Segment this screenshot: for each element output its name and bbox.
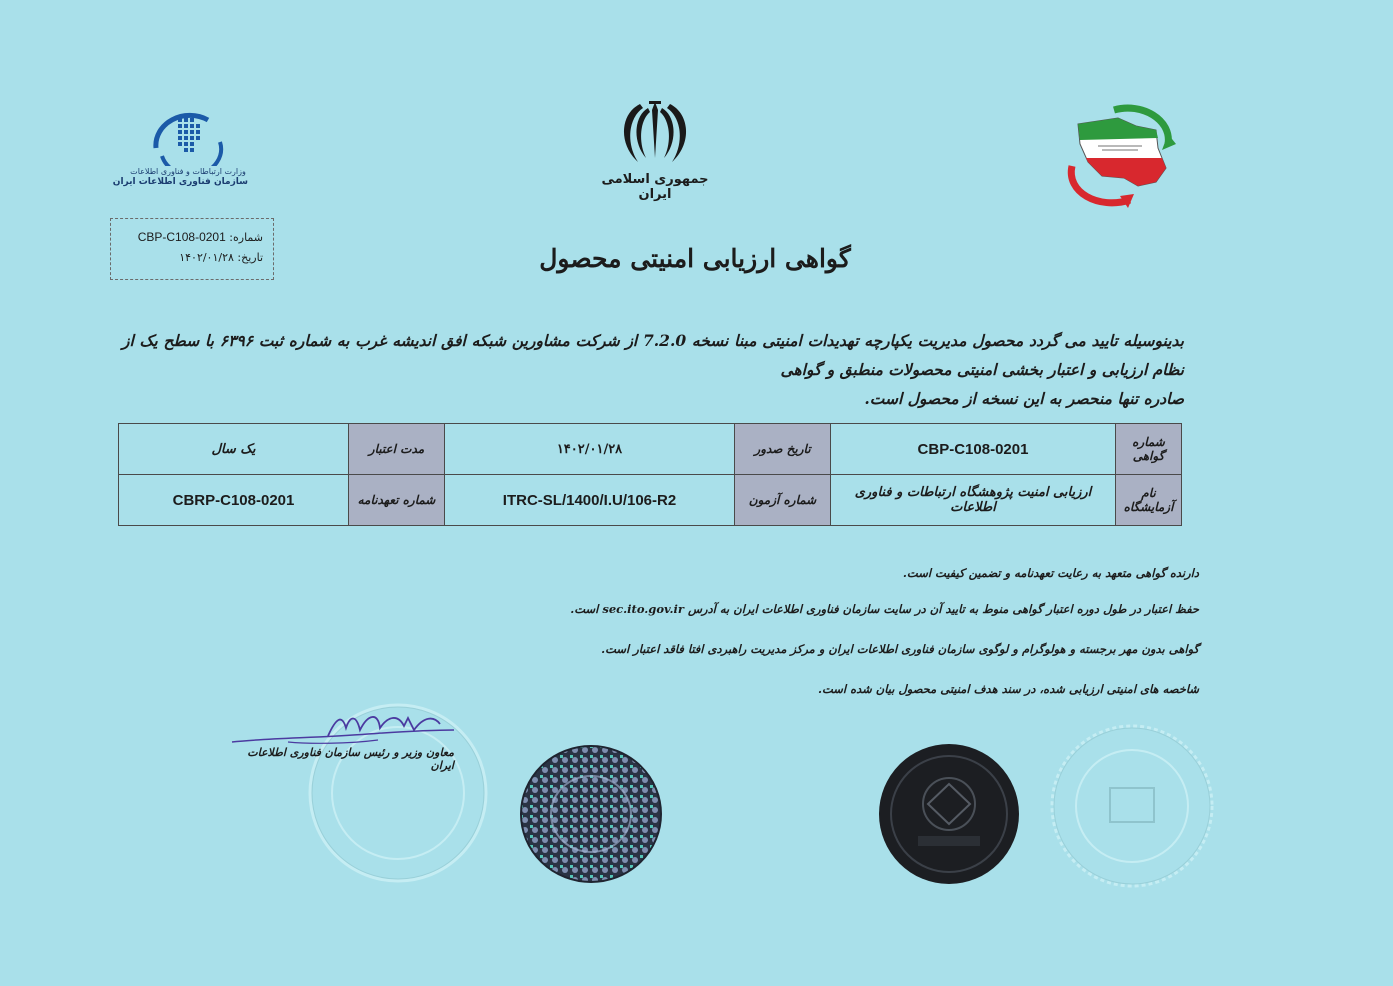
note-1: دارنده گواهی متعهد به رعایت تعهدنامه و تضمین کیفیت است. [902,566,1199,580]
date-row [119,248,263,268]
note-4: شاخصه های امنیتی ارزیابی شده، در سند هدف امنیتی محصول بیان شده است. [817,682,1199,696]
issue-date-label: تاریخ صدور [735,424,831,475]
certificate-number-box [110,218,274,280]
body-line-2: صادره تنها منحصر به این نسخه از محصول است. [864,389,1184,408]
note-2: حفظ اعتبار در طول دوره اعتبار گواهی منوط به تایید آن در سایت سازمان فناوری اطلاعات ایران به آدرس sec.ito.gov.ir است. [570,602,1199,616]
lab-value: ارزیابی امنیت پژوهشگاه ارتباطات و فناوری اطلاعات [831,475,1116,526]
ito-logo-line1: وزارت ارتباطات و فناوری اطلاعات [130,167,246,176]
date-value: ۱۴۰۲/۰۱/۲۸ [179,251,234,264]
table-row [119,424,1182,475]
commitment-value: CBRP-C108-0201 [119,475,349,526]
note-3: گواهی بدون مهر برجسته و هولوگرام و لوگوی سازمان فناوری اطلاعات ایران و مرکز مدیریت راهبردی افتا فاقد اعتبار است. [601,642,1199,656]
handwritten-signature [228,708,468,750]
lab-label: نام آزمایشگاه [1116,475,1182,526]
table-row [119,475,1182,526]
cert-number-value: CBP-C108-0201 [831,424,1116,475]
certificate-info-table [118,423,1182,526]
notes-list [399,566,1199,716]
hologram-sticker [520,745,662,883]
number-label: شماره: [229,231,263,244]
ito-logo [112,108,248,200]
iran-emblem [590,98,720,202]
afta-map-logo-icon [1058,100,1182,212]
certificate-title: گواهی ارزیابی امنیتی محصول [539,244,851,273]
country-name: جمهوری اسلامی ایران [601,172,709,202]
issue-date-value: ۱۴۰۲/۰۱/۲۸ [445,424,735,475]
certificate-body [122,326,1184,413]
signer-title: معاون وزیر و رئیس سازمان فناوری اطلاعات ایران [247,746,454,772]
commitment-label: شماره تعهدنامه [349,475,445,526]
ito-logo-line2: سازمان فناوری اطلاعات ایران [112,177,248,187]
number-row [119,227,263,248]
number-value: CBP-C108-0201 [137,230,226,244]
body-line-1: بدینوسیله تایید می گردد محصول مدیریت یکپارچه تهدیدات امنیتی مبنا نسخه 7.2.0 از شرکت مشاورین شبکه افق اندیشه غرب به شماره ثبت ۶۳۹۶ با سطح یک از نظام ارزیابی و اعتبار بخشی امنیتی محصولات منطبق و گواهی [122,331,1184,379]
hologram-seal-afta [878,744,1020,884]
ito-logo-icon [146,108,230,166]
embossed-seal-afta [1038,722,1226,890]
iran-emblem-icon [616,98,694,164]
date-label: تاریخ: [237,251,263,264]
test-number-label: شماره آزمون [735,475,831,526]
afta-logo [1058,100,1182,212]
cert-number-label: شماره گواهی [1116,424,1182,475]
test-number-value: ITRC-SL/1400/I.U/106-R2 [445,475,735,526]
validity-value: یک سال [119,424,349,475]
validity-label: مدت اعتبار [349,424,445,475]
